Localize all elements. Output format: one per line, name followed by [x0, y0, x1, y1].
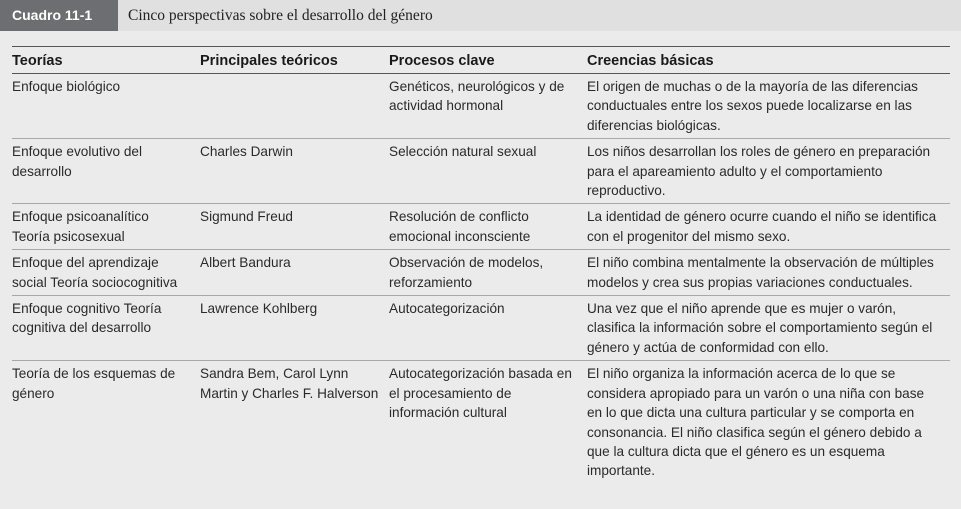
cell-creencias: El niño organiza la información acerca de lo que se considera apropiado para un varón o una niña con base en lo que dicta una cultura particular y se comporta en consonancia. El niño clasifica según el género debido a que la cultura dicta que el género es un esquema importante.	[587, 366, 925, 479]
table-row	[12, 250, 950, 296]
cell-procesos: Autocategorización basada en el procesamiento de información cultural	[389, 366, 572, 421]
cell-creencias: El niño combina mentalmente la observación de múltiples modelos y crea sus propias variaciones conductuales.	[587, 250, 950, 296]
box-tag: Cuadro 11-1	[0, 0, 118, 31]
cell-procesos: Autocategorización	[389, 296, 587, 361]
cell-teoricos: Albert Bandura	[200, 250, 389, 296]
table-row	[12, 204, 950, 250]
box-header	[0, 0, 961, 31]
cell-teoria: Enfoque evolutivo del desarrollo	[12, 139, 200, 204]
cell-creencias: Los niños desarrollan los roles de género en preparación para el apareamiento adulto y el comportamiento reproductivo.	[587, 139, 950, 204]
cell-procesos: Observación de modelos, reforzamiento	[389, 250, 587, 296]
header-teoricos: Principales teóricos	[200, 47, 389, 74]
cell-procesos: Genéticos, neurológicos y de actividad hormonal	[389, 74, 587, 139]
table-row	[12, 74, 950, 139]
cell-teoria: Enfoque del aprendizaje social Teoría sociocognitiva	[12, 250, 200, 296]
cell-procesos: Selección natural sexual	[389, 139, 587, 204]
cell-teoria: Enfoque cognitivo Teoría cognitiva del desarrollo	[12, 296, 200, 361]
cell-teoria: Enfoque psicoanalítico Teoría psicosexual	[12, 204, 200, 250]
cell-teoricos: Lawrence Kohlberg	[200, 296, 389, 361]
table-row	[12, 296, 950, 361]
cell-teoria: Enfoque biológico	[12, 74, 200, 139]
cell-procesos: Resolución de conflicto emocional inconsciente	[389, 204, 587, 250]
box-title: Cinco perspectivas sobre el desarrollo del género	[128, 7, 433, 24]
table-row	[12, 139, 950, 204]
cell-teoricos: Sandra Bem, Carol Lynn Martin y Charles F. Halverson	[200, 366, 379, 401]
cell-teoria: Teoría de los esquemas de género	[12, 366, 176, 401]
header-teorias: Teorías	[12, 47, 200, 74]
cell-teoricos	[200, 74, 389, 139]
theories-table	[12, 46, 950, 484]
cell-creencias: La identidad de género ocurre cuando el niño se identifica con el progenitor del mismo sexo.	[587, 204, 950, 250]
cell-teoricos: Charles Darwin	[200, 139, 389, 204]
header-creencias: Creencias básicas	[587, 47, 950, 74]
cell-teoricos: Sigmund Freud	[200, 204, 389, 250]
header-procesos: Procesos clave	[389, 47, 587, 74]
cell-creencias: El origen de muchas o de la mayoría de las diferencias conductuales entre los sexos puede localizarse en las diferencias biológicas.	[587, 74, 950, 139]
cell-creencias: Una vez que el niño aprende que es mujer o varón, clasifica la información sobre el comportamiento según el género y actúa de conformidad con ello.	[587, 296, 950, 361]
table-header-row	[12, 47, 950, 74]
table-row	[12, 361, 950, 484]
